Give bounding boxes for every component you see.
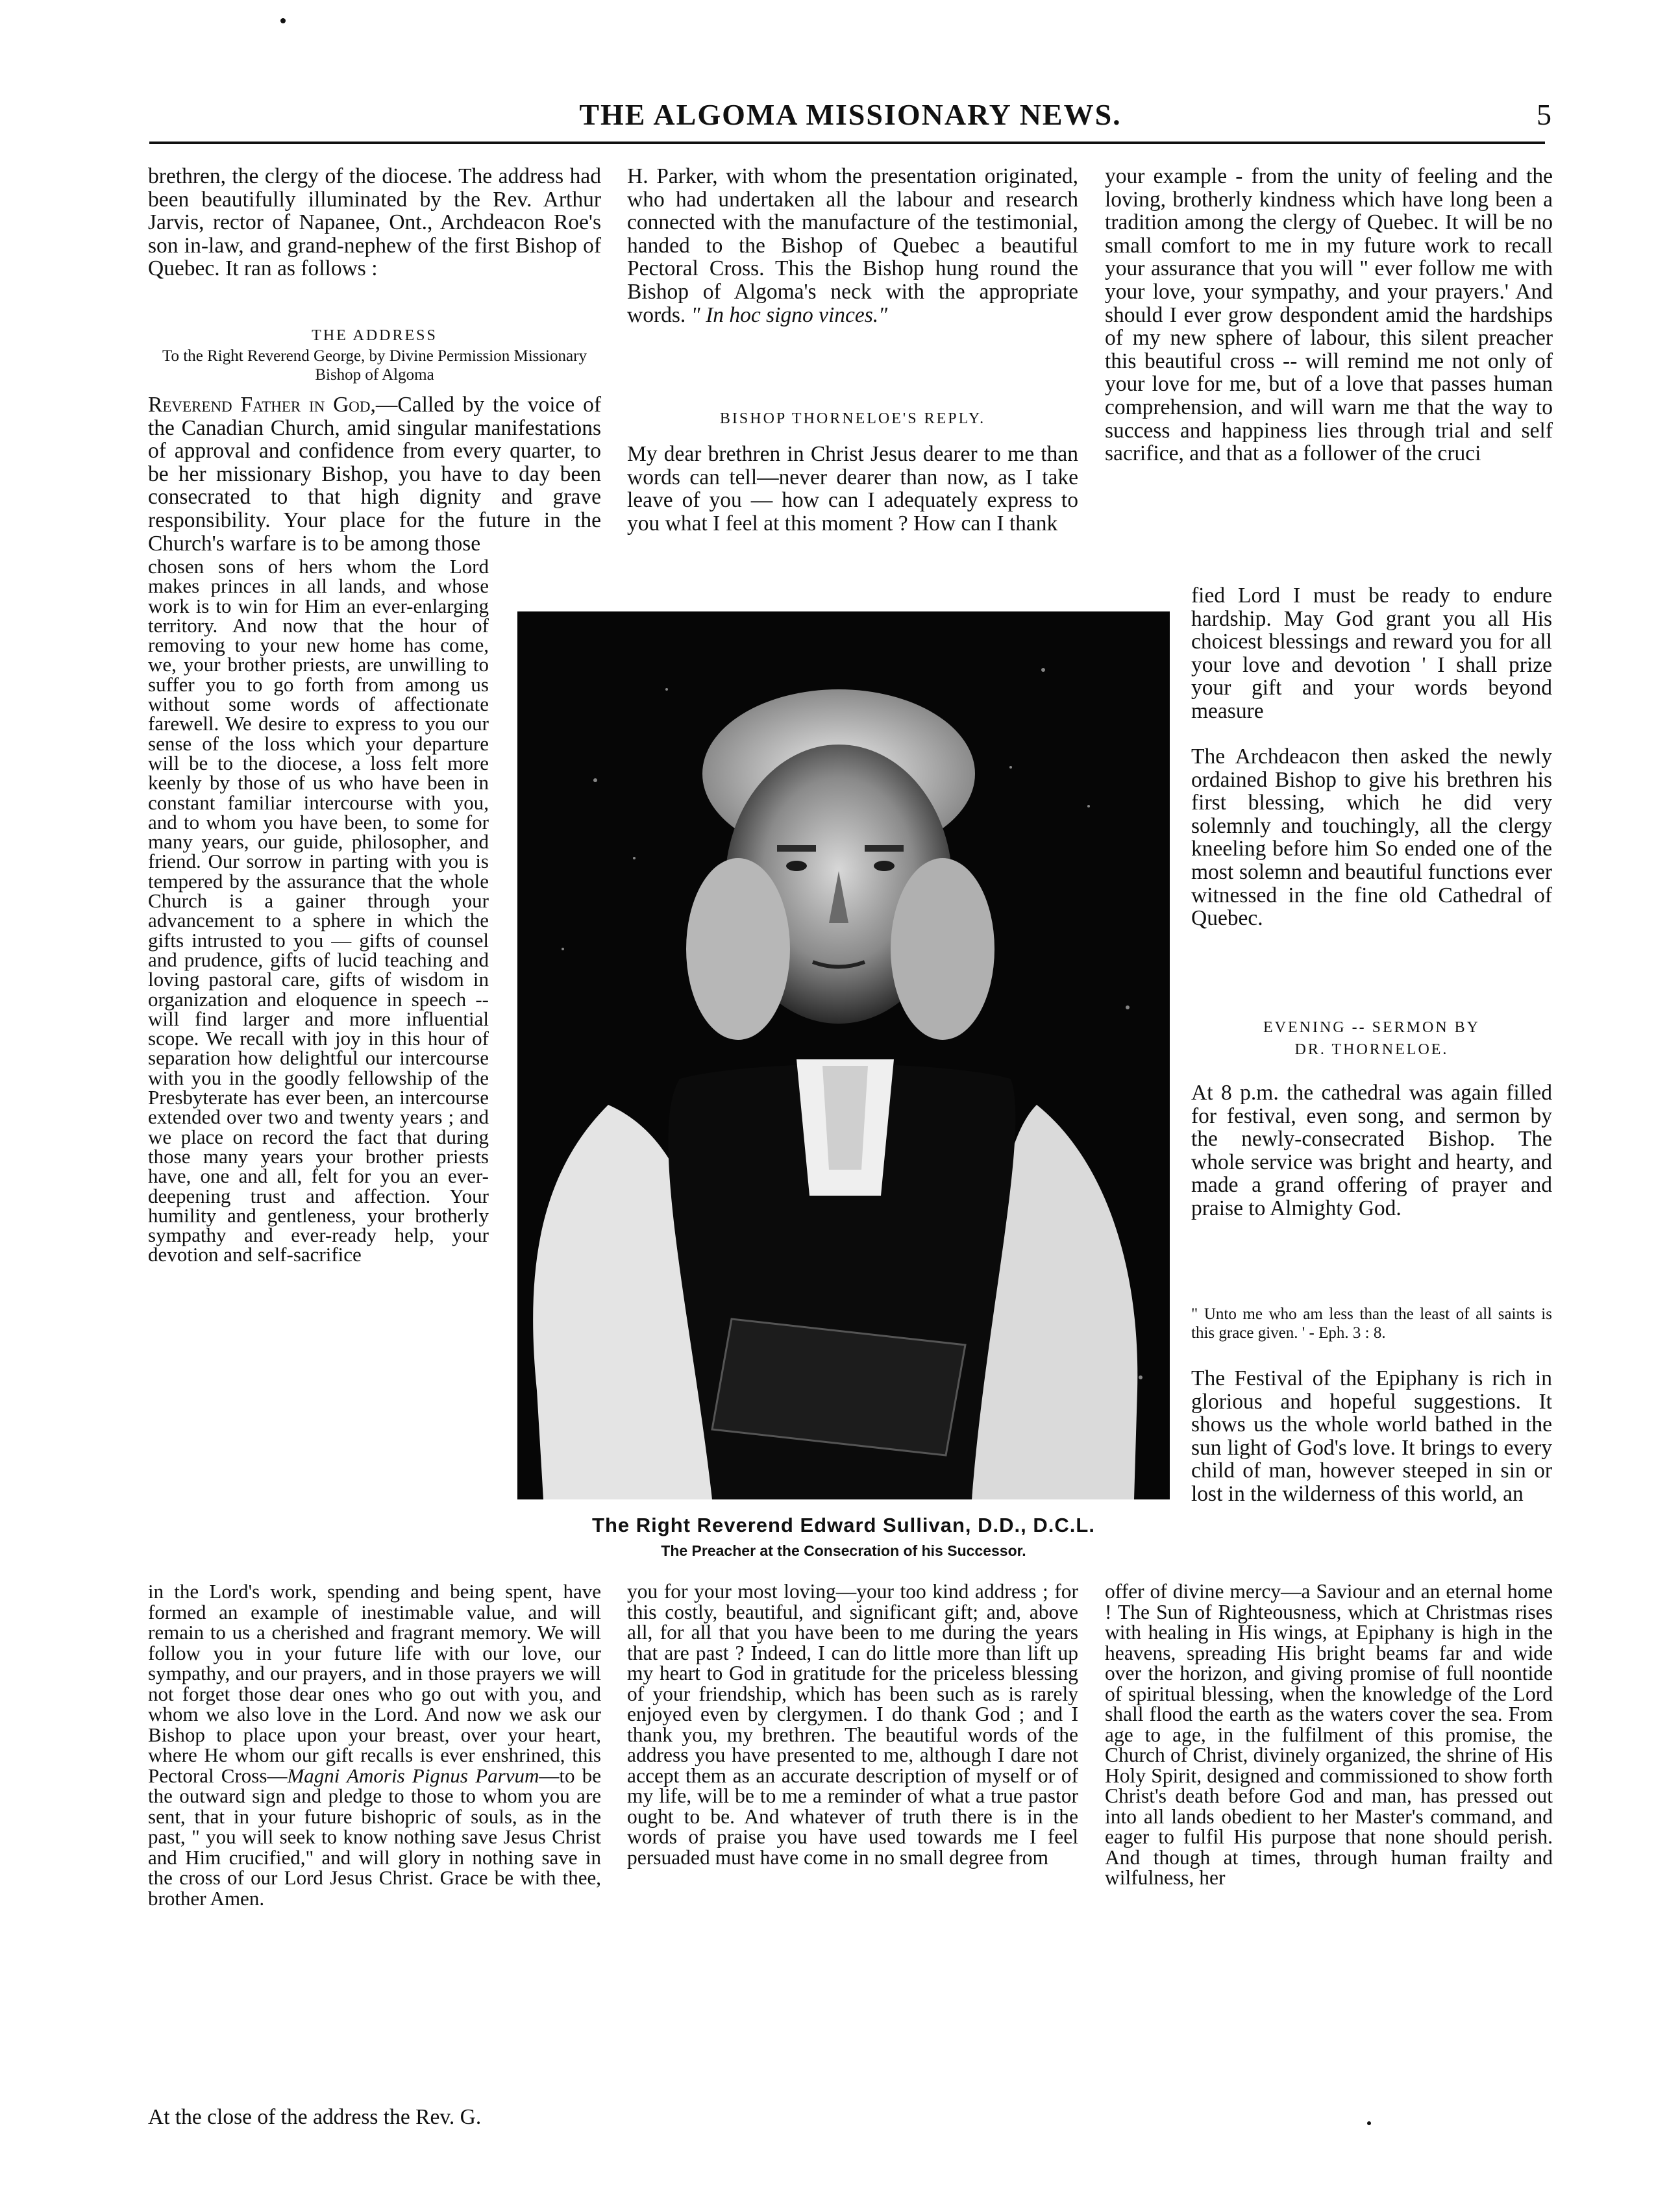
intro-paragraph: brethren, the clergy of the diocese. The address had been beautifully illuminated by the Rev. Arthur Jarvis, rector of Napanee, Ont., Archdeacon Roe's son in-law, and grand-nephew of the first Bishop of Quebec. It ran as follows : xyxy=(148,164,601,281)
column-1-closing xyxy=(148,2106,601,2129)
address-end: —to be the outward sign and pledge to those to whom you are sent, that in your future bishopric of souls, as in the past, " you will seek to know nothing save Jesus Christ and Him crucified," and will glory in nothing save in the cross of our Lord Jesus Christ. Grace be with thee, brother Amen. xyxy=(148,1764,602,1910)
epiphany-paragraph: The Festival of the Epiphany is rich in glorious and hopeful suggestions. It shows us the whole world bathed in the sun light of God's love. It brings to every child of man, however steeped in sin or lost in the wilderness of this world, an xyxy=(1191,1366,1552,1506)
scripture-block xyxy=(1191,1305,1552,1342)
page-number: 5 xyxy=(1537,98,1551,131)
address-continuation: in the Lord's work, spending and being spent, have formed an example of inestimable value, and will remain to us a cherished and fragrant memory. We will follow you in your future life with our love, our sympathy, and our prayers, and in those prayers we will not forget those dear ones who go out with you, and whom we also love in the Lord. And now we ask our Bishop to place upon your breast, over your heart, where He whom our gift recalls is ever enshrined, this Pectoral Cross— xyxy=(148,1580,601,1787)
reply-bottom-block xyxy=(627,1581,1078,1867)
column-3-bottom xyxy=(1105,1581,1553,1888)
address-heading: THE ADDRESS xyxy=(312,327,438,344)
address-narrow-text xyxy=(148,557,489,1265)
address-heading-block xyxy=(148,325,601,384)
presentation-paragraph: H. Parker, with whom the presentation originated, who had undertaken all the labour and research connected with the manufacture of the testimonial, handed to the Bishop of Quebec a beautiful Pectoral Cross. This the Bishop hung round the Bishop of Algoma's neck with the appropriate words. xyxy=(627,164,1078,327)
address-wide-text xyxy=(148,393,601,555)
publication-title: THE ALGOMA MISSIONARY NEWS. xyxy=(579,98,1122,131)
reply-heading-block xyxy=(627,408,1078,430)
reply-heading: BISHOP THORNELOE'S REPLY. xyxy=(719,410,986,427)
column-1-intro xyxy=(148,165,601,280)
address-opening: —Called by the voice of the Canadian Church, amid singular manifestations of approval and confidence from every quarter, to be her missionary Bishop, you have to day been consecrated to that high dignity and grave responsibility. Your place for the future in the Church's warfare is to be among those xyxy=(148,393,601,556)
sermon-heading-block xyxy=(1191,1017,1552,1061)
blessing-paragraph: The Archdeacon then asked the newly ordained Bishop to give his brethren his first blessing, which he did very solemnly and touchingly, all the clergy kneeling before him So ended one of the most solemn and beautiful functions ever witnessed in the fine old Cathedral of Quebec. xyxy=(1191,745,1552,931)
evening-service-paragraph: At 8 p.m. the cathedral was again filled for festival, even song, and sermon by the newly-consecrated Bishop. The whole service was bright and hearty, and made a grand offering of prayer and praise to Almighty God. xyxy=(1191,1081,1552,1220)
salutation: Reverend Father in God, xyxy=(148,393,376,417)
address-dedication: To the Right Reverend George, by Divine Permission Missionary Bishop of Algoma xyxy=(162,347,587,384)
sermon-heading-line-2: DR. THORNELOE. xyxy=(1294,1041,1449,1058)
scripture-quote: " Unto me who am less than the least of all saints is this grace given. ' - Eph. 3 : 8. xyxy=(1191,1305,1552,1342)
reply-continuation: you for your most loving—your too kind address ; for this costly, beautiful, and significant gift; and, above all, for all that you have been to me during the years that are past ? Indeed, I can do little more than lift up my heart to God in gratitude for the priceless blessing of your friendship, which has been such as is rarely enjoyed even by clergymen. I do thank God ; and I thank you, my brethren. The beautiful words of the address you have presented to me, although I dare not accept them as an accurate description of myself or of my life, will be to me a reminder of what a true pastor ought to be. And whatever of truth there is in the words of praise you have used towards me I feel persuaded must have come in no small degree from xyxy=(627,1580,1078,1869)
reply-top-block xyxy=(627,443,1078,535)
print-speck xyxy=(1367,2121,1371,2125)
sermon-continuation: offer of divine mercy—a Saviour and an eternal home ! The Sun of Righteousness, which at Christmas rises with healing in His wings, at Epiphany is high in the heavens, spreading His bright beams far and wide over the horizon, and giving promise of full noontide of spiritual blessing, when the knowledge of the Lord shall flood the earth as the waters cover the sea. From age to age, in the fulfilment of this promise, the Church of Christ, divinely organized, the shrine of His Holy Spirit, designed and commissioned to show forth Christ's death before God and man, has pressed out into all lands obedient to her Master's command, and eager to fulfil His purpose that none should perish. And though at times, through human frailty and wilfulness, her xyxy=(1105,1580,1553,1889)
portrait-image xyxy=(517,611,1170,1499)
column-3-narrow-2 xyxy=(1191,745,1552,930)
reply-opening: My dear brethren in Christ Jesus dearer to me than words can tell—never dearer than now, as I take leave of you — how can I adequately express to you what I feel at this moment ? How can I thank xyxy=(627,442,1078,536)
column-3-narrow-1 xyxy=(1191,584,1552,723)
print-speck xyxy=(280,18,286,23)
column-3-narrow-3 xyxy=(1191,1081,1552,1220)
address-middle: chosen sons of hers whom the Lord makes princes in all lands, and whose work is to win for Him an ever-enlarging territory. And now that the hour of removing to your new home has come, we, your brother priests, are unwilling to suffer you to go forth from among us without some words of affectionate farewell. We desire to express to you our sense of the loss which your departure will be to the diocese, a loss felt more keenly by those of us who have been in constant familiar intercourse with you, and to whom you have been, to some for many years, our guide, philosopher, and friend. Our sorrow in parting with you is tempered by the assurance that the whole Church is a gainer through your advancement to a sphere in which the gifts intrusted to you — gifts of counsel and prudence, gifts of lucid teaching and loving pastoral care, gifts of wisdom in organization and eloquence in speech -- will find larger and more influential scope. We recall with joy in this hour of separation how delightful our intercourse with you in the goodly fellowship of the Presbyterate has ever been, an intercourse extended over two and twenty years ; and we place on record the fact that during those many years your brother priests have, one and all, felt for you an ever-deepening trust and affection. Your humility and gentleness, your brotherly sympathy and ever-ready help, your devotion and self-sacrifice xyxy=(148,555,489,1266)
portrait-photo xyxy=(517,611,1170,1499)
column-3-top xyxy=(1105,165,1553,465)
masthead xyxy=(156,97,1551,136)
closing-line: At the close of the address the Rev. G. xyxy=(148,2105,482,2129)
photo-subcaption: The Preacher at the Consecration of his Successor. xyxy=(661,1542,1026,1559)
reply-continued: your example - from the unity of feeling and the loving, brotherly kindness which have long been a tradition among the clergy of Quebec. It will be no small comfort to me in my future work to recall your assurance that you will " ever follow me with your love, your sympathy, and your prayers.' And should I ever grow despondent amid the hardships of my new sphere of labour, this silent preacher this beautiful cross -- will remind me not only of your love for me, but of a love that passes human comprehension, and will warn me that the way to success and happiness lies through trial and self sacrifice, and that as a follower of the cruci xyxy=(1105,164,1553,466)
sermon-heading-line-1: EVENING -- SERMON BY xyxy=(1263,1019,1480,1036)
latin-words: " In hoc signo vinces." xyxy=(691,302,888,327)
address-closing-text xyxy=(148,1581,601,1908)
column-2-top xyxy=(627,165,1078,327)
column-3-narrow-4 xyxy=(1191,1367,1552,1506)
latin-motto: Magni Amoris Pignus Parvum xyxy=(287,1764,539,1787)
reply-end: fied Lord I must be ready to endure hardship. May God grant you all His choicest blessings and reward you for all your love and devotion ' I shall prize your gift and your words beyond measure xyxy=(1191,584,1552,723)
photo-caption: The Right Reverend Edward Sullivan, D.D., D.C.L. xyxy=(592,1514,1095,1536)
header-rule xyxy=(149,142,1545,144)
